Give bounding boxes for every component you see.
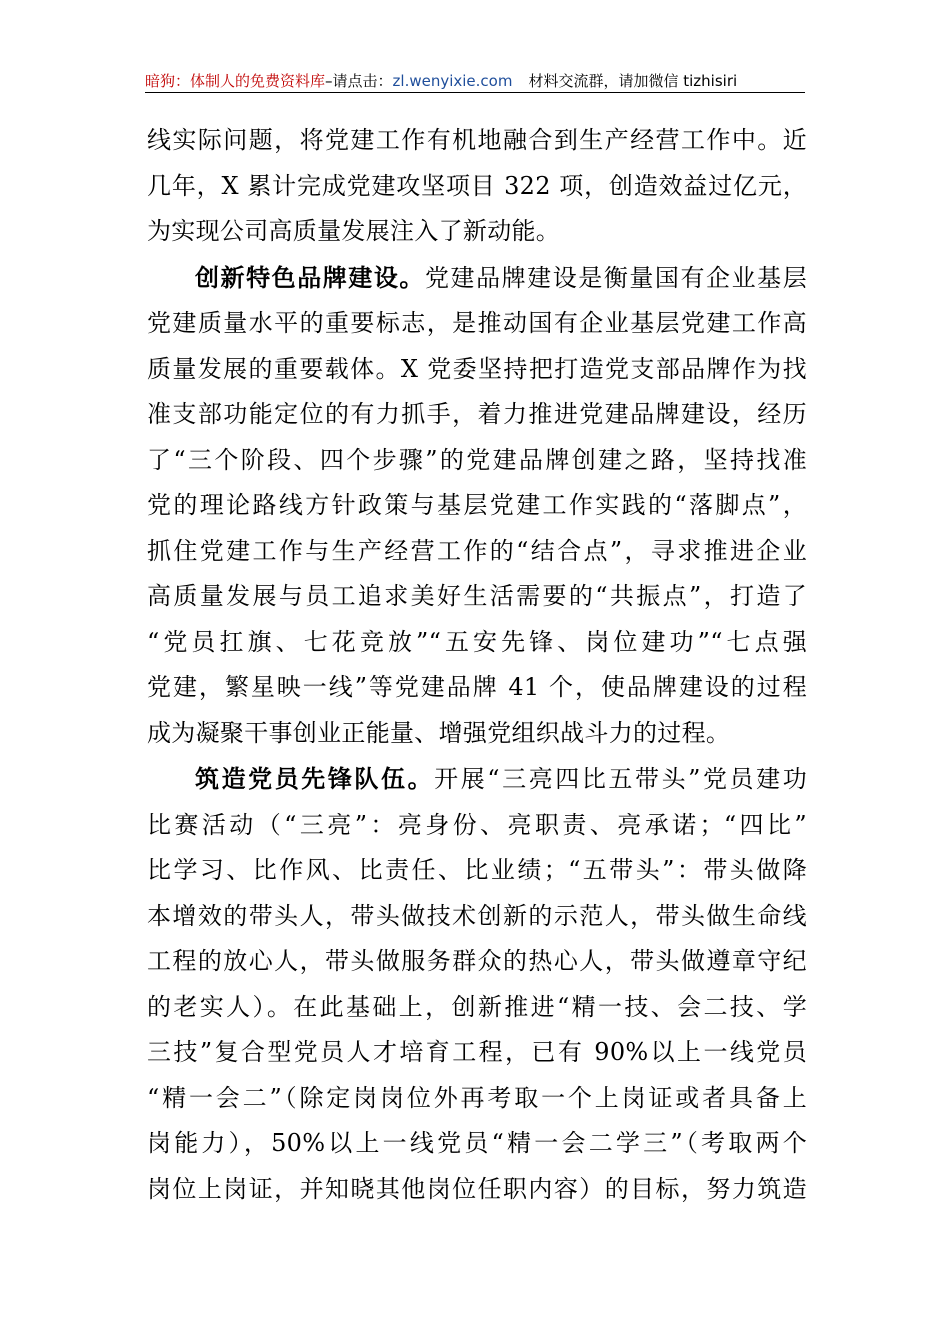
text-line: 党建，繁星映一线”等党建品牌 41 个，使品牌建设的过程 [147, 673, 807, 701]
text-line: 岗位上岗证，并知晓其他岗位任职内容）的目标，努力筑造 [147, 1174, 807, 1203]
text-line-first [147, 756, 807, 803]
text-line: 质量发展的重要载体。X 党委坚持把打造党支部品牌作为找 [147, 354, 807, 383]
text-line: 几年，X 累计完成党建攻坚项目 322 项，创造效益过亿元， [147, 171, 807, 200]
text-line: 岗能力），50%以上一线党员“精一会二学三”（考取两个 [147, 1129, 807, 1157]
header-brand: 暗狗：体制人的免费资料库 [145, 72, 326, 90]
header-prompt: –请点击： [325, 72, 393, 90]
paragraph-heading: 创新特色品牌建设。 [195, 262, 425, 292]
header-link[interactable]: zl.wenyixie.com [392, 72, 513, 90]
text-line: 比学习、比作风、比责任、比业绩；“五带头”：带头做降 [147, 856, 807, 884]
text-line: 的老实人）。在此基础上，创新推进“精一技、会二技、学 [147, 992, 807, 1021]
text-line: 党建质量水平的重要标志，是推动国有企业基层党建工作高 [147, 309, 807, 337]
text-line: 了“三个阶段、四个步骤”的党建品牌创建之路，坚持找准 [147, 445, 807, 474]
text-line: “党员扛旗、七花竞放”“五安先锋、岗位建功”“七点强 [147, 627, 807, 656]
text-line: 成为凝聚干事创业正能量、增强党组织战斗力的过程。 [147, 718, 731, 747]
paragraph-3 [147, 756, 807, 1212]
text-line: 准支部功能定位的有力抓手，着力推进党建品牌建设，经历 [147, 400, 807, 428]
page-header [145, 70, 805, 93]
document-body [147, 118, 807, 1212]
text-line: 比赛活动（“三亮”：亮身份、亮职责、亮承诺；“四比” [147, 810, 807, 839]
text-line: 线实际问题，将党建工作有机地融合到生产经营工作中。近 [147, 126, 807, 154]
text-run: 开展“三亮四比五带头”党员建功 [434, 765, 807, 793]
header-contact: 材料交流群，请加微信 tizhisiri [528, 72, 738, 90]
paragraph-2 [147, 255, 807, 757]
text-line: 为实现公司高质量发展注入了新动能。 [147, 217, 561, 245]
text-line: 三技”复合型党员人才培育工程，已有 90%以上一线党员 [147, 1038, 807, 1066]
text-line: 高质量发展与员工追求美好生活需要的“共振点”，打造了 [147, 582, 807, 610]
text-line-first [147, 255, 807, 302]
text-line: 抓住党建工作与生产经营工作的“结合点”，寻求推进企业 [147, 536, 807, 565]
text-line: 本增效的带头人，带头做技术创新的示范人，带头做生命线 [147, 901, 807, 930]
text-run: 党建品牌建设是衡量国有企业基层 [424, 263, 807, 292]
text-line: 党的理论路线方针政策与基层党建工作实践的“落脚点”， [147, 491, 807, 519]
text-line: “精一会二”（除定岗岗位外再考取一个上岗证或者具备上 [147, 1083, 807, 1112]
paragraph-heading: 筑造党员先锋队伍。 [195, 764, 435, 793]
text-line: 工程的放心人，带头做服务群众的热心人，带头做遵章守纪 [147, 947, 807, 975]
paragraph-1 [147, 118, 807, 255]
